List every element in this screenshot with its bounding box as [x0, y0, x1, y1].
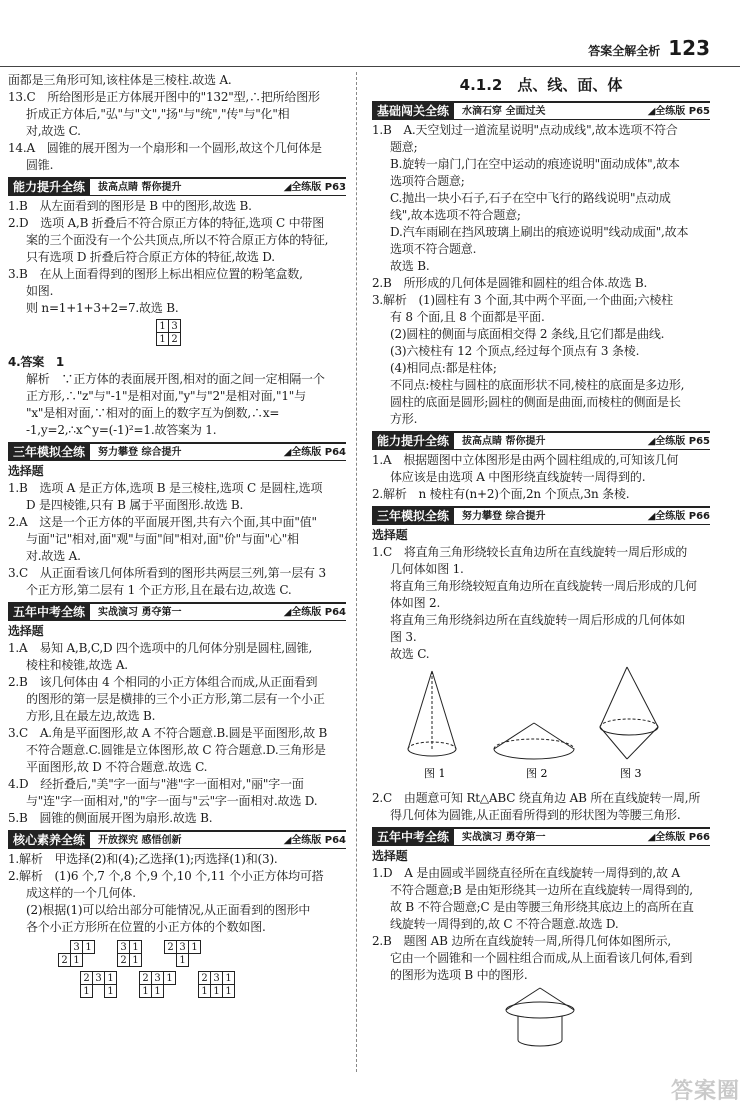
text-line: D.汽车雨刷在挡风玻璃上刷出的痕迹说明"线动成面",故本 — [390, 225, 689, 239]
text-line: 只有选项 D 折叠后符合原正方体的特征,故选 D. — [26, 250, 275, 264]
count-grid — [156, 319, 181, 346]
page-header — [588, 36, 710, 60]
section-bar-three-year — [372, 506, 710, 525]
section-subtitle: 实战演习 勇夺第一 — [462, 831, 546, 843]
grid-cell: 3 — [118, 941, 130, 954]
grid-cell: 1 — [157, 320, 169, 333]
answer-2: 2.B 所形成的几何体是圆锥和圆柱的组合体.故选 B. — [372, 276, 648, 290]
grid-cell: 1 — [130, 941, 142, 954]
cone-edge — [506, 988, 540, 1010]
text-line: 线",故本选项不符合题意; — [390, 208, 521, 222]
grid-cell: 1 — [223, 972, 235, 985]
grid-cell: 2 — [140, 972, 152, 985]
answer-3: 3.C A.角是平面图形,故 A 不符合题意.B.圆是平面图形,故 B — [8, 726, 328, 740]
answer-2: 2.解析 (1)6 个,7 个,8 个,9 个,10 个,11 个小正方体均可搭 — [8, 869, 324, 883]
grid-cell: 1 — [199, 985, 211, 998]
section-ref: ◢全练版 P64 — [283, 606, 346, 618]
section-tag: 能力提升全练 — [372, 433, 454, 450]
text-line: 的图形为选项 B 中的图形. — [390, 968, 528, 982]
section-subtitle: 努力攀登 综合提升 — [98, 446, 182, 458]
text-line: "x"是相对面,∵相对的面上的数字互为倒数,∴x= — [26, 406, 280, 420]
text-line: 题意; — [390, 140, 418, 154]
answer-2: 2.D 选项 A,B 折叠后不符合原正方体的特征,选项 C 中带图 — [8, 216, 325, 230]
text-line: 对,故选 C. — [26, 124, 81, 138]
section-subtitle: 拔高点睛 帮你提升 — [462, 435, 546, 447]
grid-cell: 1 — [140, 985, 152, 998]
text-line: 棱柱和棱锥,故选 A. — [26, 658, 128, 672]
count-grid — [198, 971, 235, 998]
figure-2-label: 图 2 — [526, 767, 548, 780]
text-line: 与面"记"相对,面"观"与面"间"相对,面"价"与面"心"相 — [26, 532, 299, 546]
header-rule — [0, 66, 740, 67]
section-tag: 三年模拟全练 — [372, 508, 454, 525]
subsection-title: 选择题 — [8, 624, 44, 638]
text-line: 故选 C. — [390, 647, 430, 661]
count-grid — [80, 971, 117, 998]
section-subtitle: 努力攀登 综合提升 — [462, 510, 546, 522]
subsection-title: 选择题 — [372, 849, 408, 863]
answer-2: 2.B 该几何体由 4 个相同的小正方体组合而成,从正面看到 — [8, 675, 318, 689]
section-ref: ◢全练版 P64 — [283, 834, 346, 846]
text-line: -1,y=2,∴x^y=(-1)²=1.故答案为 1. — [26, 423, 217, 437]
answer-14: 14.A 圆锥的展开图为一个扇形和一个圆形,故这个几何体是 — [8, 141, 322, 155]
answer-3: 3.B 在从上面看得到的图形上标出相应位置的粉笔盒数, — [8, 267, 303, 281]
answer-2: 2.B 题图 AB 边所在直线旋转一周,所得几何体如图所示, — [372, 934, 672, 948]
text-line: 将直角三角形绕较短直角边所在直线旋转一周后形成的几何 — [390, 579, 697, 593]
section-bar-three-year — [8, 442, 346, 461]
subsection-title: 选择题 — [372, 528, 408, 542]
text-line: D 是四棱锥,只有 B 属于平面图形.故选 B. — [26, 498, 244, 512]
section-bar-basic — [372, 101, 710, 120]
answer-5: 5.B 圆锥的侧面展开图为扇形.故选 B. — [8, 811, 213, 825]
text-line: 线旋转一周得到的,故 C 不符合题意.故选 D. — [390, 917, 619, 931]
grid-cell: 1 — [177, 954, 189, 967]
section-bar-five-year — [8, 602, 346, 621]
text-line: 折成正方体后,"弘"与"文","扬"与"统","传"与"化"相 — [26, 107, 290, 121]
text-line: 则 n=1+1+3+2=7.故选 B. — [26, 301, 179, 315]
text-line: 将直角三角形绕斜边所在直线旋转一周后形成的几何体如 — [390, 613, 686, 627]
grid-cell: 1 — [211, 985, 223, 998]
grid-cell: 1 — [223, 985, 235, 998]
section-bar-ability — [372, 431, 710, 450]
count-grid — [164, 940, 201, 967]
section-ref: ◢全练版 P65 — [647, 105, 710, 117]
section-tag: 五年中考全练 — [372, 829, 454, 846]
grid-cell: 2 — [165, 941, 177, 954]
text-line: 方形. — [390, 412, 418, 426]
grid-row-1 — [58, 940, 346, 967]
text-line: 选项不符合题意. — [390, 242, 477, 256]
figure-1-cone — [408, 671, 456, 756]
answer-1: 1.C 将直角三角形绕较长直角边所在直线旋转一周后形成的 — [372, 545, 688, 559]
text-line: 圆锥. — [26, 158, 54, 172]
text-line: 不同点:棱柱与圆柱的底面形状不同,棱柱的底面是多边形, — [390, 378, 685, 392]
grid-cell: 1 — [71, 954, 83, 967]
text-line: 个正方形,第二层有 1 个正方形,且在最右边,故选 C. — [26, 583, 292, 597]
right-column — [372, 72, 710, 1055]
answer-3: 3.解析 (1)圆柱有 3 个面,其中两个平面,一个曲面;六棱柱 — [372, 293, 673, 307]
grid-cell: 2 — [81, 972, 93, 985]
text-line: 选项符合题意; — [390, 174, 465, 188]
cylinder-base — [518, 1040, 562, 1046]
figure-2-cone — [494, 723, 574, 759]
grid-cell: 3 — [211, 972, 223, 985]
answer-2: 2.解析 n 棱柱有(n+2)个面,2n 个顶点,3n 条棱. — [372, 487, 630, 501]
grid-cell: 2 — [59, 954, 71, 967]
section-bar-ability — [8, 177, 346, 196]
grid-cell: 3 — [169, 320, 181, 333]
grid-cell: 3 — [152, 972, 164, 985]
left-column — [8, 72, 346, 1002]
section-subtitle: 开放探究 感悟创新 — [98, 834, 182, 846]
cone-base — [506, 1002, 574, 1018]
section-tag: 能力提升全练 — [8, 179, 90, 196]
text-line: 方形,且在最左边,故选 B. — [26, 709, 156, 723]
text-line: 图 3. — [390, 630, 417, 644]
figure-3-double-cone — [600, 667, 658, 759]
text-line: 圆柱的底面是圆形;圆柱的侧面是曲面,而棱柱的侧面是长 — [390, 395, 681, 409]
figure-1-label: 图 1 — [424, 767, 446, 780]
section-subtitle: 水滴石穿 全面过关 — [462, 105, 546, 117]
section-tag: 五年中考全练 — [8, 604, 90, 621]
watermark-logo: 答案圈 — [670, 1079, 740, 1104]
section-ref: ◢全练版 P66 — [647, 831, 710, 843]
section-ref: ◢全练版 P64 — [283, 446, 346, 458]
grid-cell: 1 — [105, 985, 117, 998]
answer-2: 2.C 由题意可知 Rt△ABC 绕直角边 AB 所在直线旋转一周,所 — [372, 791, 701, 805]
text-line: 体如图 2. — [390, 596, 441, 610]
answer-1: 1.B A.天空划过一道流星说明"点动成线",故本选项不符合 — [372, 123, 678, 137]
grid-cell — [93, 985, 105, 998]
column-divider — [356, 72, 357, 1072]
cone-edge — [540, 988, 574, 1010]
page-number: 123 — [668, 36, 710, 60]
text-line: 平面图形,故 D 不符合题意.故选 C. — [26, 760, 208, 774]
answer-1: 1.B 从左面看到的图形是 B 中的图形,故选 B. — [8, 199, 252, 213]
answer-1: 1.A 易知 A,B,C,D 四个选项中的几何体分别是圆柱,圆锥, — [8, 641, 313, 655]
subsection-title: 选择题 — [8, 464, 44, 478]
grid-cell: 3 — [93, 972, 105, 985]
text-line: 的图形的第一层是横排的三个小正方形,第二层有一个小正 — [26, 692, 325, 706]
text-line: 案的三个面没有一个公共顶点,所以不符合原正方体的特征, — [26, 233, 329, 247]
grid-cell — [83, 954, 95, 967]
grid-cell: 1 — [130, 954, 142, 967]
section-tag: 核心素养全练 — [8, 832, 90, 849]
grid-cell — [189, 954, 201, 967]
cone-cylinder-figure — [372, 984, 710, 1050]
header-title: 答案全解全析 — [588, 44, 661, 58]
answer-1: 1.B 选项 A 是正方体,选项 B 是三棱柱,选项 C 是圆柱,选项 — [8, 481, 323, 495]
text-line: 各个小正方形所在位置的小正方体的个数如图. — [26, 920, 266, 934]
grid-cell: 2 — [118, 954, 130, 967]
text-line: 它由一个圆锥和一个圆柱组合而成,从上面看该几何体,看到 — [390, 951, 693, 965]
section-bar-five-year — [372, 827, 710, 846]
text-line: (4)相同点:都是柱体; — [390, 361, 497, 375]
text-line: 故 B 不符合题意;C 是由等腰三角形绕其底边上的高所在直 — [390, 900, 694, 914]
text-line: 不符合题意;B 是由矩形绕其一边所在直线旋转一周得到的, — [390, 883, 693, 897]
grid-cell: 1 — [81, 985, 93, 998]
text-line: 故选 B. — [390, 259, 430, 273]
text-line: 与"连"字一面相对,"的"字一面与"云"字一面相对.故选 D. — [26, 794, 318, 808]
text-line: B.旋转一扇门,门在空中运动的痕迹说明"面动成体",故本 — [390, 157, 680, 171]
answer-1: 1.D A 是由圆或半圆绕直径所在直线旋转一周得到的,故 A — [372, 866, 680, 880]
figure-3-label: 图 3 — [620, 767, 642, 780]
grid-cell: 2 — [199, 972, 211, 985]
text-line: 面都是三角形可知,该柱体是三棱柱.故选 A. — [8, 73, 232, 87]
count-grid — [58, 940, 95, 967]
section-subtitle: 拔高点睛 帮你提升 — [98, 181, 182, 193]
grid-cell: 1 — [83, 941, 95, 954]
section-subtitle: 实战演习 勇夺第一 — [98, 606, 182, 618]
grid-row-2 — [80, 971, 346, 998]
text-line: 几何体如图 1. — [390, 562, 464, 576]
grid-cell: 1 — [105, 972, 117, 985]
grid-cell: 1 — [189, 941, 201, 954]
text-line: 不符合题意.C.圆锥是立体图形,故 C 符合题意.D.三角形是 — [26, 743, 326, 757]
answer-3: 3.C 从正面看该几何体所看到的图形共两层三列,第一层有 3 — [8, 566, 326, 580]
text-line: 如图. — [26, 284, 54, 298]
answer-1: 1.A 根据题图中立体图形是由两个圆柱组成的,可知该几何 — [372, 453, 679, 467]
grid-cell — [165, 954, 177, 967]
text-line: 成这样的一个几何体. — [26, 886, 136, 900]
text-line: C.抛出一块小石子,石子在空中飞行的路线说明"点动成 — [390, 191, 671, 205]
section-title: 4.1.2 点、线、面、体 — [459, 76, 623, 94]
grid-cell: 1 — [157, 333, 169, 346]
count-grid — [139, 971, 176, 998]
text-line: 有 8 个面,且 8 个面都是平面. — [390, 310, 545, 324]
grid-cell — [59, 941, 71, 954]
section-ref: ◢全练版 P66 — [647, 510, 710, 522]
text-line: (2)圆柱的侧面与底面相交得 2 条线,且它们都是曲线. — [390, 327, 665, 341]
section-tag: 三年模拟全练 — [8, 444, 90, 461]
text-line: (3)六棱柱有 12 个顶点,经过每个顶点有 3 条棱. — [390, 344, 640, 358]
section-bar-core — [8, 830, 346, 849]
cone-figures — [372, 663, 710, 785]
text-line: 得几何体为圆锥,从正面看所得到的形状图为等腰三角形. — [390, 808, 681, 822]
grid-cell: 3 — [177, 941, 189, 954]
answer-4: 4.答案 1 — [8, 355, 65, 369]
text-line: (2)根据(1)可以给出部分可能情况,从正面看到的图形中 — [26, 903, 311, 917]
grid-cell: 1 — [152, 985, 164, 998]
answer-1: 1.解析 甲选择(2)和(4);乙选择(1);丙选择(1)和(3). — [8, 852, 278, 866]
grid-cell: 2 — [169, 333, 181, 346]
grid-cell: 3 — [71, 941, 83, 954]
text-line: 体应该是由选项 A 中图形绕直线旋转一周得到的. — [390, 470, 646, 484]
answer-2: 2.A 这是一个正方体的平面展开图,共有六个面,其中面"值" — [8, 515, 317, 529]
count-grid-figure — [156, 319, 346, 346]
grid-cell: 1 — [164, 972, 176, 985]
text-line: 正方形,∴"z"与"-1"是相对面,"y"与"2"是相对面,"1"与 — [26, 389, 306, 403]
answer-4: 4.D 经折叠后,"美"字一面与"港"字一面相对,"丽"字一面 — [8, 777, 304, 791]
text-line: 对.故选 A. — [26, 549, 81, 563]
grid-cell — [164, 985, 176, 998]
count-grid — [117, 940, 142, 967]
text-line: 解析 ∵正方体的表面展开图,相对的面之间一定相隔一个 — [26, 372, 325, 386]
section-tag: 基础闯关全练 — [372, 103, 454, 120]
section-ref: ◢全练版 P65 — [647, 435, 710, 447]
section-ref: ◢全练版 P63 — [283, 181, 346, 193]
answer-13: 13.C 所给图形是正方体展开图中的"132"型,∴把所给图形 — [8, 90, 320, 104]
